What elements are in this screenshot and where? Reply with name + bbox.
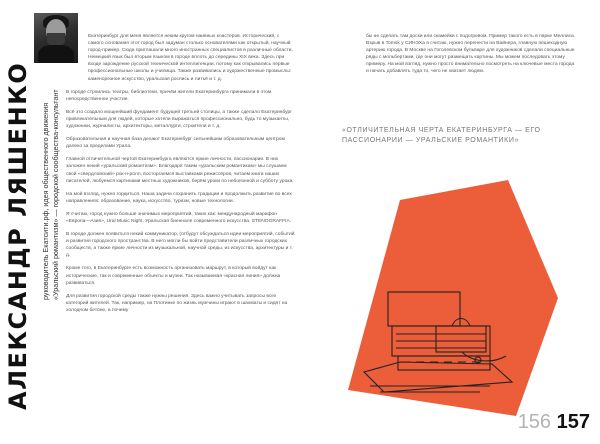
orange-pentagon-illustration <box>340 176 566 422</box>
page-number-left: 156 <box>517 411 552 433</box>
article-paragraph: Для развития городской среды также нужны решения. Здесь важно учитывать запросы всех категорий жителей. Так, например, на Плотинке по жизнь мужчины играют в шахматы и сидят на холодном бетоне, а почему <box>66 293 288 313</box>
article-paragraph: Я считаю, город нужно больше значимых мероприятий, таких как: международный марафон «Европа—Азия», Ural Music Night, Уральская биеннале современного искусства, STENOGRAFFIA. <box>66 211 292 224</box>
article-paragraph: В городе строились театры, библиотеки, причём жители Екатеринбурга принимали в этом непосредственное участие. <box>66 89 272 102</box>
article-paragraph: Кроме того, в Екатеринбурге есть возможность организовать маршрут, в который войдут как исторические, так и современные объекты и музеи. Так называемая «красная линия» должна развиваться. <box>66 266 281 286</box>
page-number-right: 157 <box>556 411 590 433</box>
article-paragraph: На мой взгляд, нужно гордиться. Наша задача сохранить традиции и продолжить развитие во всех направлениях: образование, наука, искусство, туризм, новые технологии. <box>66 191 292 204</box>
author-name: АЛЕКСАНДР ЛЯШЕНКО <box>4 61 32 410</box>
author-role-line-1: руководитель Екатсити.рф, идея общественного движения <box>41 102 50 300</box>
article-paragraph: Всё это создало мощнейший фундамент будущей третьей столицы, а также сделало Екатеринбург привлекательным для людей, которые хотели выражаться профессионально, будь то музыканты, художники, журналисты, архитекторы, металлурги, строители и т. д. <box>66 109 293 130</box>
author-role-line-2: «Уральский романтизм» — городской сообщества-консультант <box>51 89 60 300</box>
article-left-column <box>66 33 296 320</box>
article-paragraph: Главной отличительной чертой Екатеринбурга являются яркие личности, пассионарии. В них заложен некий «уральский романтизм». Благодаря таким «уральским романтикам» мы слушаем свой «свердловский» рок-н-ролл, восторгаемся выставками режиссёров, читаем книги наших писателей, любуемся картинами местных художников, берём уроки по небоязнной и субботу урока. <box>66 157 294 184</box>
pull-quote: «ОТЛИЧИТЕЛЬНАЯ ЧЕРТА ЕКАТЕРИНБУРГА — ЕГО ПАССИОНАРИИ — УРАЛЬСКИЕ РОМАНТИКИ» <box>342 127 541 144</box>
article-paragraph: В городе должен появиться некий коммуникатор, (отбудут обсуждаться идеи мероприятий, событий и развития городского пространства. В него могли бы войти представители различных городских сообществ, а также яркие личности из музыкальной, научной среды, из искусства, архитектуры и т. д. <box>66 232 295 259</box>
article-right-column <box>366 33 576 82</box>
page-numbers <box>460 411 590 437</box>
article-paragraph: Образовательная и научная база делают Екатеринбург сильнейшим образовательным центром далеко за пределами Урала. <box>66 137 285 150</box>
article-paragraph: Екатеринбург для меня является неким кругом наивных кластеров. Исторический, с самого основания этот город был задуман столько основателями как открытый, научный город-пример. Сюда приглашали много иностранных специалистов в различные области. Немецкий язык был вторым языком в городе вплоть до середины XIX века. Здесь при входе зарождение русской технической интеллигенции, потому как открывались первые профессиональные школы и училища. Также развивались и художественные промыслы: каменорезное искусство, уральская роспись и литьё и т. д. <box>88 34 293 82</box>
article-paragraph: бы не сделать там доски или скамейки с подогревом. Пример такого есть в парке Меллиса. Взрыв в Tomsk у СИНЭХа я считаю, нужно перенести на Вайнера, главную пешеходную артерию города. В Москве на Гоголевском бульваре для художников сделали специальные ряды с мольбертами, где они могут размещать картины. Мы можем последовать этому примеру. На мой взгляд, нужно просто внимательно посмотреть на ключевые места города и начать добавлять туда то, чего не хватает людям. <box>366 34 576 75</box>
